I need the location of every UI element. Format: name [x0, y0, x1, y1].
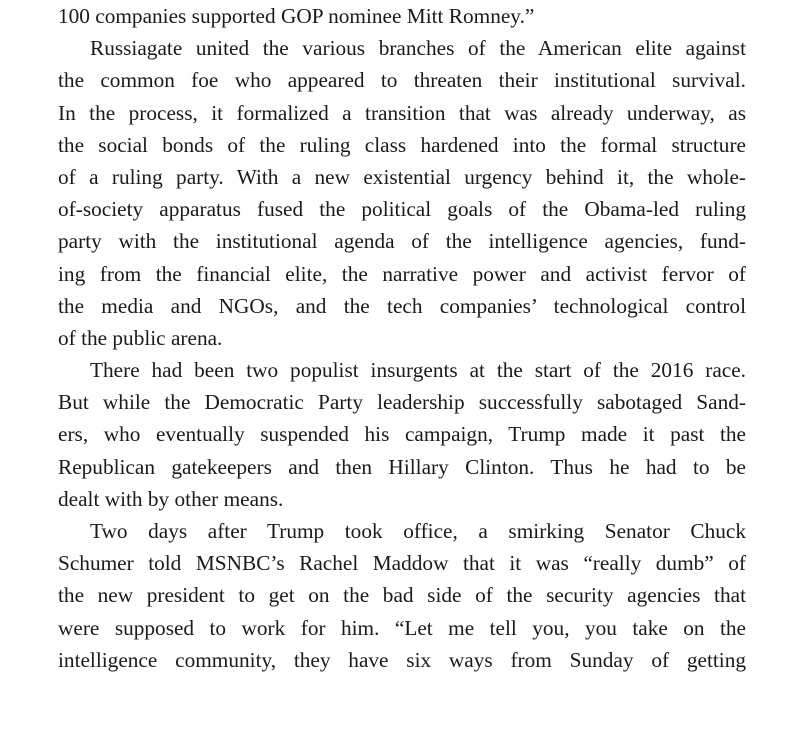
document-page	[58, 0, 746, 676]
text-line: dealt with by other means.	[58, 486, 284, 511]
text-line: the new president to get on the bad side of the security agencies that	[58, 583, 746, 608]
text-line: But while the Democratic Party leadership successfully sabotaged Sand-	[58, 390, 746, 415]
text-line: Republican gatekeepers and then Hillary Clinton. Thus he had to be	[58, 454, 746, 479]
text-line: of-society apparatus fused the political goals of the Obama-led ruling	[58, 197, 746, 222]
text-line: ing from the financial elite, the narrative power and activist fervor of	[58, 261, 746, 286]
text-line: Two days after Trump took office, a smirking Senator Chuck	[90, 519, 746, 543]
text-line: the media and NGOs, and the tech companies’ technological control	[58, 293, 746, 318]
text-line: party with the institutional agenda of the intelligence agencies, fund-	[58, 229, 746, 254]
text-line: intelligence community, they have six ways from Sunday of getting	[58, 647, 746, 672]
text-line: There had been two populist insurgents at the start of the 2016 race.	[90, 358, 746, 383]
text-line: ers, who eventually suspended his campaign, Trump made it past the	[58, 422, 746, 447]
text-line: 100 companies supported GOP nominee Mitt Romney.”	[58, 4, 535, 28]
text-line: In the process, it formalized a transition that was already underway, as	[58, 100, 746, 125]
text-line: Russiagate united the various branches of the American elite against	[90, 36, 746, 61]
text-line: Schumer told MSNBC’s Rachel Maddow that it was “really dumb” of	[58, 551, 746, 576]
text-line: of the public arena.	[58, 325, 223, 350]
text-line: the social bonds of the ruling class hardened into the formal structure	[58, 132, 746, 157]
text-line: of a ruling party. With a new existential urgency behind it, the whole-	[58, 164, 746, 189]
text-line: were supposed to work for him. “Let me tell you, you take on the	[58, 615, 746, 640]
text-line: the common foe who appeared to threaten their institutional survival.	[58, 68, 746, 93]
